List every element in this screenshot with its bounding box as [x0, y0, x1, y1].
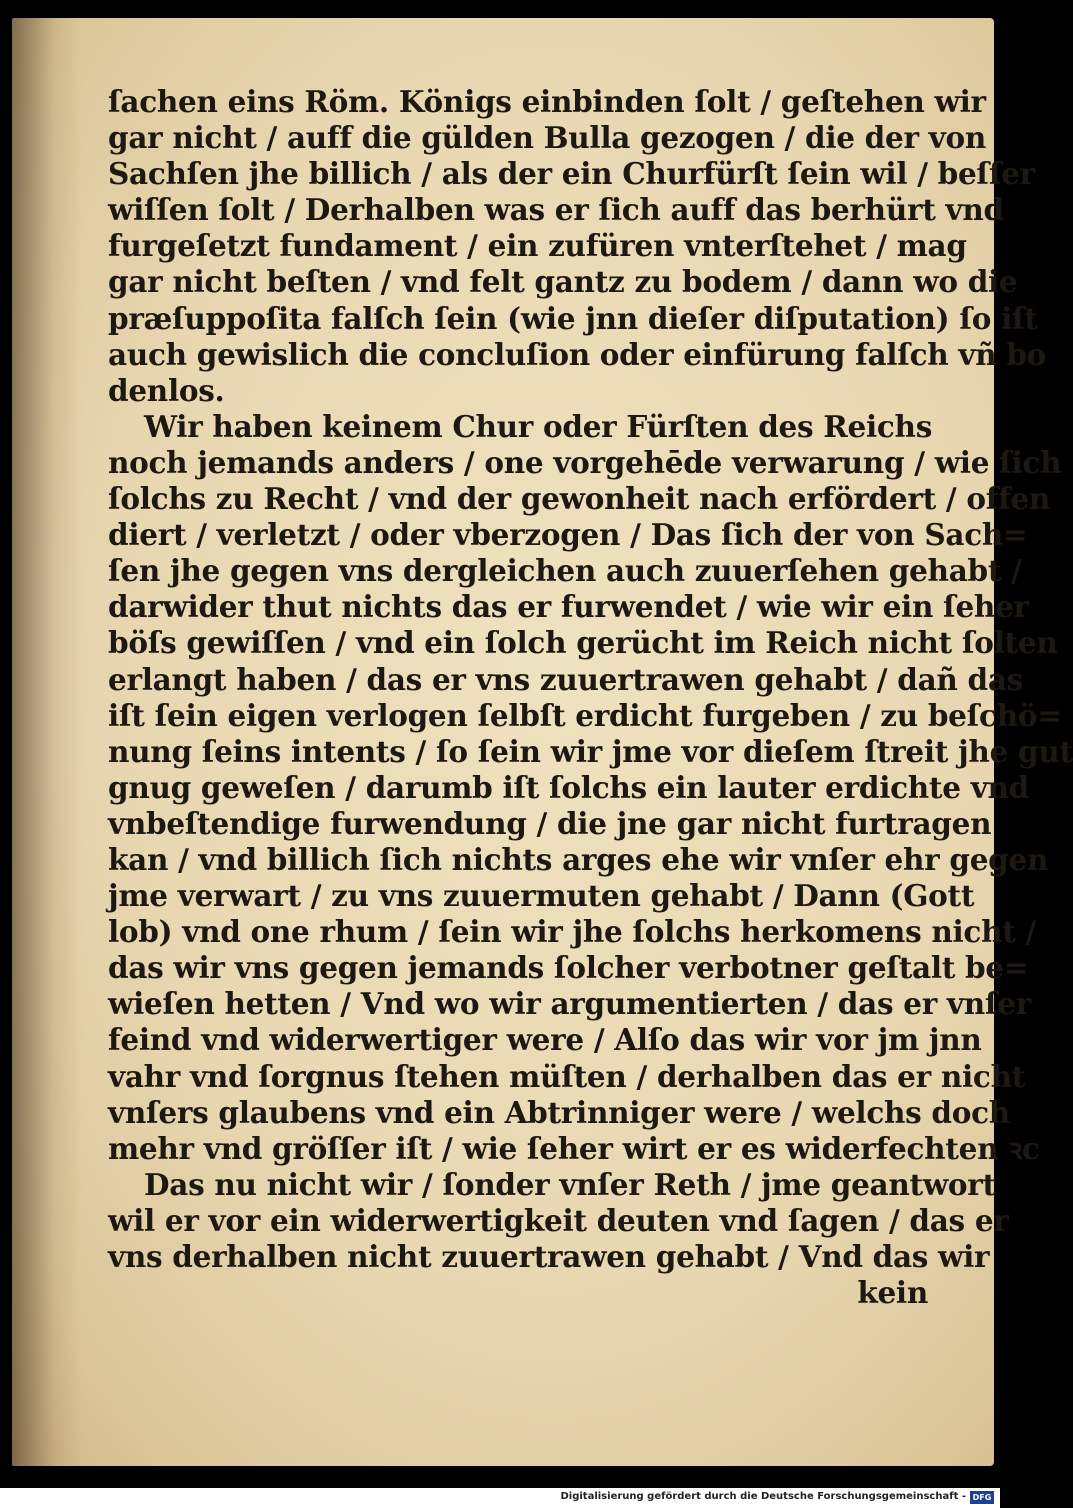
text-line: feind vnd widerwertiger were / Alſo das wir vor jm jnn: [108, 1022, 982, 1058]
text-line: mehr vnd gröſſer iſt / wie ſeher wirt er es widerfechten ꝛc: [108, 1130, 1040, 1166]
text-line: lob) vnd one rhum / ſein wir jhe ſolchs herkomens nicht /: [108, 914, 1036, 950]
text-line: vnſers glaubens vnd ein Abtrinniger were / welchs doch: [108, 1094, 1010, 1130]
text-line: darwider thut nichts das er furwendet / wie wir ein ſeher: [108, 589, 1029, 625]
funding-note: Digitalisierung gefördert durch die Deutsche Forschungsgemeinschaft -: [560, 1491, 966, 1502]
text-line: kan / vnd billich ſich nichts arges ehe wir vnſer ehr gegen: [108, 841, 1049, 877]
page-text-block: [108, 84, 1073, 1311]
text-line: iſt ſein eigen verlogen ſelbſt erdicht furgeben / zu beſchö=: [108, 697, 1062, 733]
text-line: erlangt haben / das er vns zuuertrawen gehabt / dañ das: [108, 661, 1023, 697]
text-line: vahr vnd ſorgnus ſtehen müſten / derhalben das er nicht: [108, 1058, 1026, 1094]
page-gutter-shadow: [12, 18, 82, 1466]
text-line: das wir vns gegen jemands ſolcher verbotner geſtalt be=: [108, 950, 1029, 986]
text-line: wil er vor ein widerwertigkeit deuten vnd ſagen / das er: [108, 1202, 1009, 1238]
text-line: præſuppoſita falſch ſein (wie jnn dieſer diſputation) ſo iſt: [108, 300, 1038, 336]
text-line: auch gewislich die concluſion oder einfürung falſch vñ bo: [108, 336, 1047, 372]
text-line: gnug geweſen / darumb iſt ſolchs ein lauter erdichte vnd: [108, 769, 1030, 805]
text-line: wiſſen ſolt / Derhalben was er ſich auff das berhürt vnd: [108, 192, 1004, 228]
text-line: nung ſeins intents / ſo ſein wir jme vor dieſem ſtreit jhe gut: [108, 733, 1073, 769]
text-line: jme verwart / zu vns zuuermuten gehabt / Dann (Gott: [108, 878, 975, 914]
text-line: ſachen eins Röm. Königs einbinden ſolt / geſtehen wir: [108, 84, 986, 119]
text-line: vnbeſtendige furwendung / die jne gar nicht furtragen: [108, 805, 992, 841]
text-line: ſolchs zu Recht / vnd der gewonheit nach erfördert / offen: [108, 481, 1051, 517]
text-line: wieſen hetten / Vnd wo wir argumentierten / das er vnſer: [108, 986, 1031, 1022]
text-line: gar nicht beſten / vnd felt gantz zu bodem / dann wo die: [108, 264, 1018, 300]
text-line: furgeſetzt fundament / ein zufüren vnterſtehet / mag: [108, 228, 967, 264]
text-line: böſs gewiſſen / vnd ein ſolch gerücht im Reich nicht ſolten: [108, 625, 1058, 661]
paragraph-start-line: Wir haben keinem Chur oder Fürſten des Reichs: [144, 408, 932, 444]
text-line: vns derhalben nicht zuuertrawen gehabt / Vnd das wir: [108, 1239, 990, 1274]
text-line: ſen jhe gegen vns dergleichen auch zuuerſehen gehabt /: [108, 553, 1022, 589]
text-line: diert / verletzt / oder vberzogen / Das ſich der von Sach=: [108, 517, 1028, 553]
text-line: noch jemands anders / one vorgehēde verwarung / wie ſich: [108, 444, 1062, 480]
text-line: gar nicht / auff die gülden Bulla gezogen / die der von: [108, 120, 987, 156]
catchword: kein: [857, 1275, 928, 1311]
text-line: denlos.: [108, 372, 225, 408]
dfg-logo-icon: DFG: [970, 1491, 994, 1504]
text-line: Sachſen jhe billich / als der ein Churfürſt ſein wil / beſſer: [108, 156, 1035, 192]
footer-bar: [0, 1488, 1000, 1508]
paragraph-start-line: Das nu nicht wir / ſonder vnſer Reth / jme geantwort: [144, 1166, 996, 1202]
